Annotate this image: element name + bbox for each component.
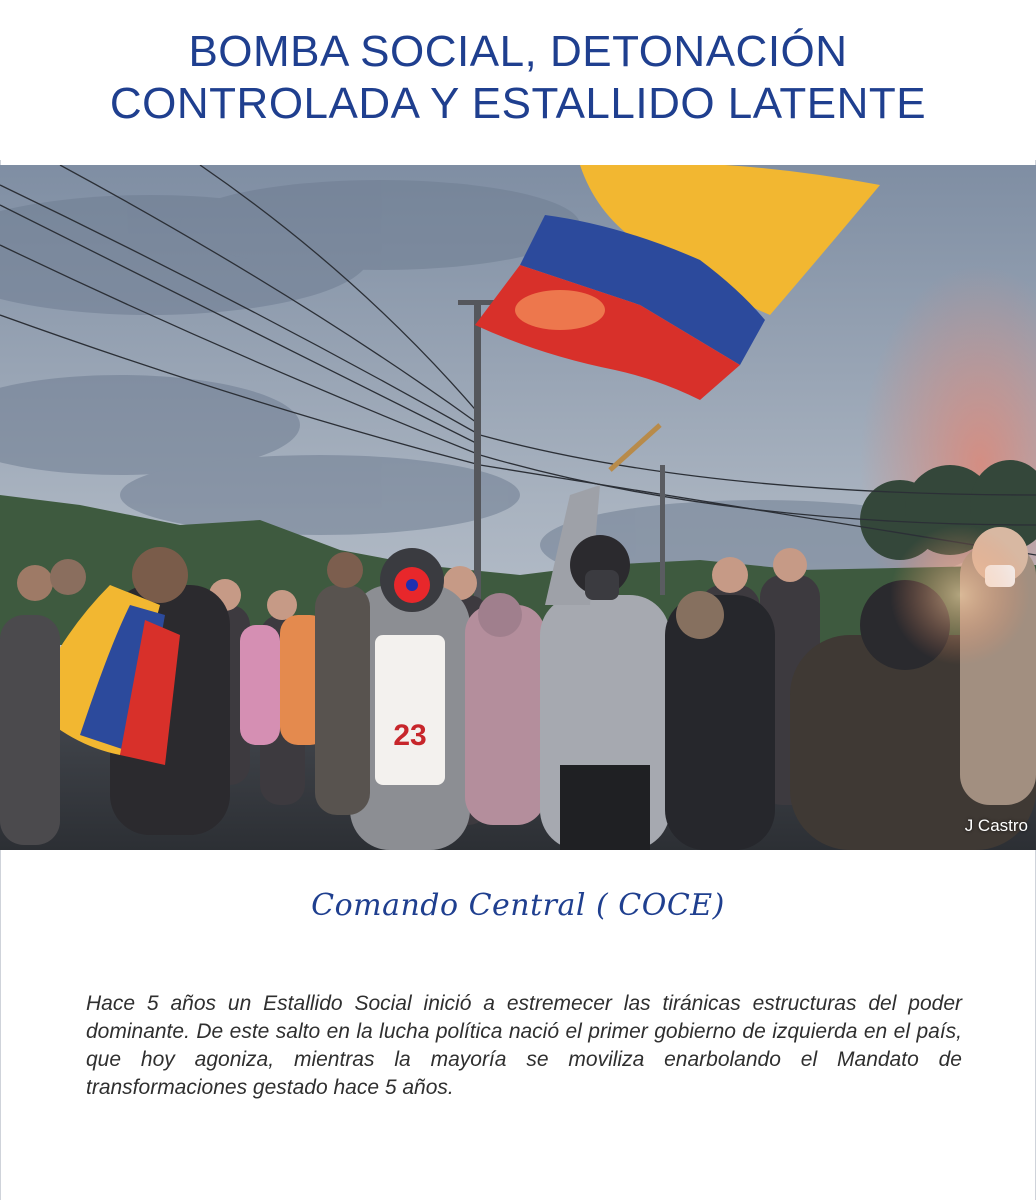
author-byline: Comando Central ( COCE)	[311, 888, 725, 923]
article-paragraph: Hace 5 años un Estallido Social inició a estremecer las tiránicas estructuras del poder dominante. De este salto en la lucha política nació el primer gobierno de izquierda en el país, que hoy agoniza, mientras la mayoría se moviliza enarbolando el Mandato de transformaciones gestado hace 5 años.	[86, 992, 962, 1099]
protest-photo	[0, 165, 1036, 850]
article-title-line-1: BOMBA SOCIAL, DETONACIÓN	[188, 27, 848, 76]
photo-credit: J Castro	[964, 816, 1028, 835]
protest-photo-illustration	[0, 165, 1036, 850]
article-title-line-2: CONTROLADA Y ESTALLIDO LATENTE	[109, 79, 927, 128]
utility-pole-2	[660, 465, 665, 595]
article-title	[0, 26, 1036, 130]
fire-glow	[890, 525, 1030, 665]
jersey-number: 23	[393, 719, 427, 752]
